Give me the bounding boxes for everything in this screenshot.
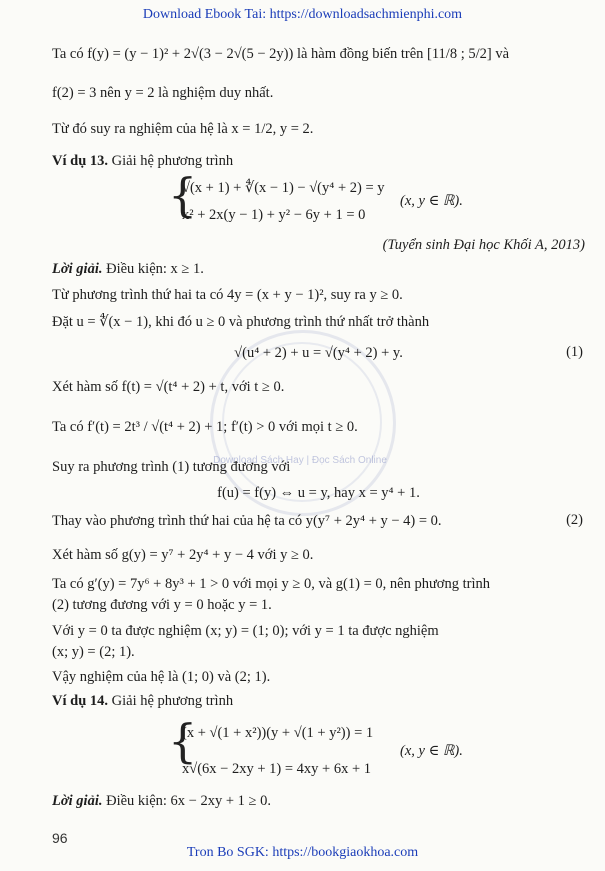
solution-text: Điều kiện: 6x − 2xy + 1 ≥ 0. xyxy=(102,793,271,809)
text-line: Ta có f(y) = (y − 1)² + 2√(3 − 2√(5 − 2y)) là hàm đồng biến trên [11/8 ; 5/2] và xyxy=(52,46,510,62)
text-line: Từ đó suy ra nghiệm của hệ là x = 1/2, y = 2. xyxy=(52,121,314,137)
example-text: Giải hệ phương trình xyxy=(108,153,234,169)
system-equation-2: x² + 2x(y − 1) + y² − 6y + 1 = 0 xyxy=(182,207,366,223)
text-line: Suy ra phương trình (1) tương đương với xyxy=(52,459,291,475)
solution-heading xyxy=(52,792,585,810)
equation-number: (1) xyxy=(566,344,583,360)
text-line: (2) tương đương với y = 0 hoặc y = 1. xyxy=(52,597,272,613)
system-brace: { xyxy=(168,168,198,222)
example-heading xyxy=(52,152,585,170)
header-download-link[interactable]: Download Ebook Tai: https://downloadsachmienphi.com xyxy=(142,7,463,22)
text-line: Thay vào phương trình thứ hai của hệ ta có y(y⁷ + 2y⁴ + y − 4) = 0. xyxy=(52,513,442,529)
text-line: Xét hàm số f(t) = √(t⁴ + 2) + t, với t ≥ 0. xyxy=(52,379,285,395)
text-line: Vậy nghiệm của hệ là (1; 0) và (2; 1). xyxy=(52,669,271,685)
solution-heading xyxy=(52,260,585,278)
text-line: (x; y) = (2; 1). xyxy=(52,644,135,660)
page-number: 96 xyxy=(52,830,68,846)
example-text: Giải hệ phương trình xyxy=(108,693,234,709)
source-note: (Tuyển sinh Đại học Khối A, 2013) xyxy=(382,237,585,253)
text-line: f(2) = 3 nên y = 2 là nghiệm duy nhất. xyxy=(52,85,274,101)
text-line: Từ phương trình thứ hai ta có 4y = (x + y − 1)², suy ra y ≥ 0. xyxy=(52,287,403,303)
system-equation-1: √(x + 1) + ∜(x − 1) − √(y⁴ + 2) = y xyxy=(182,180,385,196)
example-label: Ví dụ 14. xyxy=(52,693,109,709)
system-condition: (x, y ∈ ℝ). xyxy=(400,743,463,759)
system-condition: (x, y ∈ ℝ). xyxy=(400,193,463,209)
text-line: Đặt u = ∜(x − 1), khi đó u ≥ 0 và phương trình thứ nhất trở thành xyxy=(52,314,430,330)
example-heading xyxy=(52,692,585,710)
solution-label: Lời giải. xyxy=(52,793,103,809)
system-equation-2: x√(6x − 2xy + 1) = 4xy + 6x + 1 xyxy=(182,761,372,777)
footer-sgk-link[interactable]: Tron Bo SGK: https://bookgiaokhoa.com xyxy=(186,845,419,860)
text-line: Xét hàm số g(y) = y⁷ + 2y⁴ + y − 4 với y ≥ 0. xyxy=(52,547,314,563)
text-line: Ta có g′(y) = 7y⁶ + 8y³ + 1 > 0 với mọi y ≥ 0, và g(1) = 0, nên phương trình xyxy=(52,576,490,592)
equation-line: f(u) = f(y) ⇔ u = y, hay x = y⁴ + 1. xyxy=(217,485,420,501)
text-line: Với y = 0 ta được nghiệm (x; y) = (1; 0); với y = 1 ta được nghiệm xyxy=(52,623,439,639)
example-label: Ví dụ 13. xyxy=(52,153,109,169)
equation-number: (2) xyxy=(566,512,583,528)
solution-label: Lời giải. xyxy=(52,261,103,277)
solution-text: Điều kiện: x ≥ 1. xyxy=(102,261,204,277)
system-brace: { xyxy=(168,714,198,768)
watermark-text: Download Sách Hay | Đọc Sách Online xyxy=(213,455,387,466)
equation-line: √(u⁴ + 2) + u = √(y⁴ + 2) + y. xyxy=(234,345,403,361)
text-line: Ta có f′(t) = 2t³ / √(t⁴ + 2) + 1; f′(t) > 0 với mọi t ≥ 0. xyxy=(52,419,358,435)
system-equation-1: (x + √(1 + x²))(y + √(1 + y²)) = 1 xyxy=(182,725,374,741)
